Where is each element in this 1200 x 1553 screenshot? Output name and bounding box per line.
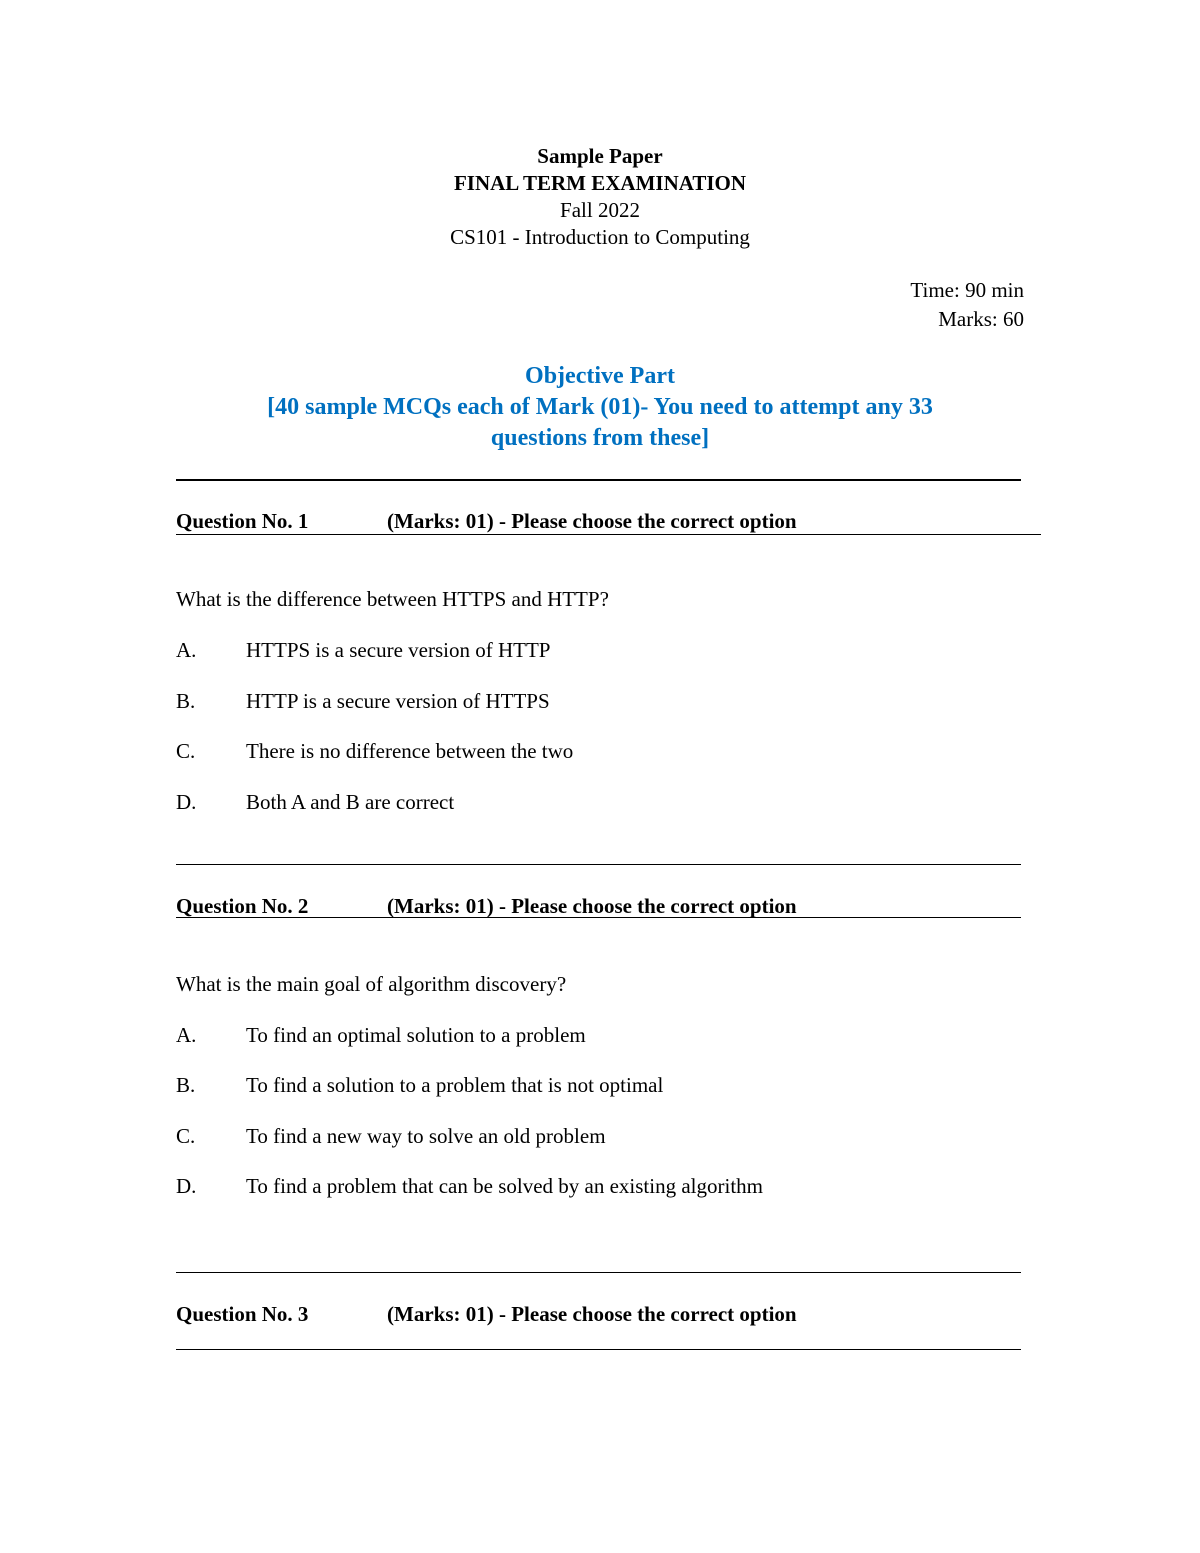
time-limit: Time: 90 min	[910, 278, 1024, 302]
option-letter: C.	[176, 1124, 196, 1148]
option-text: To find a solution to a problem that is not optimal	[246, 1073, 664, 1097]
section-divider	[176, 479, 1021, 481]
option-text: There is no difference between the two	[246, 739, 574, 763]
question-1-divider	[176, 864, 1021, 865]
question-number: Question No. 3	[176, 1302, 309, 1326]
section-instruction-line1: [40 sample MCQs each of Mark (01)- You need to attempt any 33	[267, 394, 933, 420]
question-3-divider	[176, 1349, 1021, 1350]
option-text: To find an optimal solution to a problem	[246, 1023, 586, 1047]
option-text: HTTP is a secure version of HTTPS	[246, 689, 550, 713]
section-title: Objective Part	[525, 363, 675, 389]
option-letter: D.	[176, 790, 197, 814]
option-text: To find a new way to solve an old problem	[246, 1124, 606, 1148]
question-marks: (Marks: 01) - Please choose the correct option	[387, 894, 797, 918]
course-title: CS101 - Introduction to Computing	[450, 225, 750, 249]
question-2-text: What is the main goal of algorithm discovery?	[176, 972, 567, 996]
option-letter: B.	[176, 689, 196, 713]
question-1-text: What is the difference between HTTPS and HTTP?	[176, 587, 609, 611]
section-instruction-line2: questions from these]	[490, 425, 710, 451]
exam-title: FINAL TERM EXAMINATION	[453, 171, 747, 195]
option-text: Both A and B are correct	[246, 790, 455, 814]
option-letter: D.	[176, 1174, 197, 1198]
paper-type: Sample Paper	[537, 144, 663, 168]
question-1-header-underline	[176, 534, 1041, 535]
question-marks: (Marks: 01) - Please choose the correct option	[387, 509, 797, 533]
question-number: Question No. 2	[176, 894, 309, 918]
term: Fall 2022	[560, 198, 640, 222]
option-letter: A.	[176, 638, 197, 662]
question-2-divider	[176, 1272, 1021, 1273]
question-2-header-underline	[176, 917, 1021, 918]
option-letter: C.	[176, 739, 196, 763]
question-marks: (Marks: 01) - Please choose the correct option	[387, 1302, 797, 1326]
option-letter: B.	[176, 1073, 196, 1097]
option-text: HTTPS is a secure version of HTTP	[246, 638, 551, 662]
option-letter: A.	[176, 1023, 197, 1047]
question-number: Question No. 1	[176, 509, 309, 533]
total-marks: Marks: 60	[938, 307, 1024, 331]
option-text: To find a problem that can be solved by an existing algorithm	[246, 1174, 763, 1198]
